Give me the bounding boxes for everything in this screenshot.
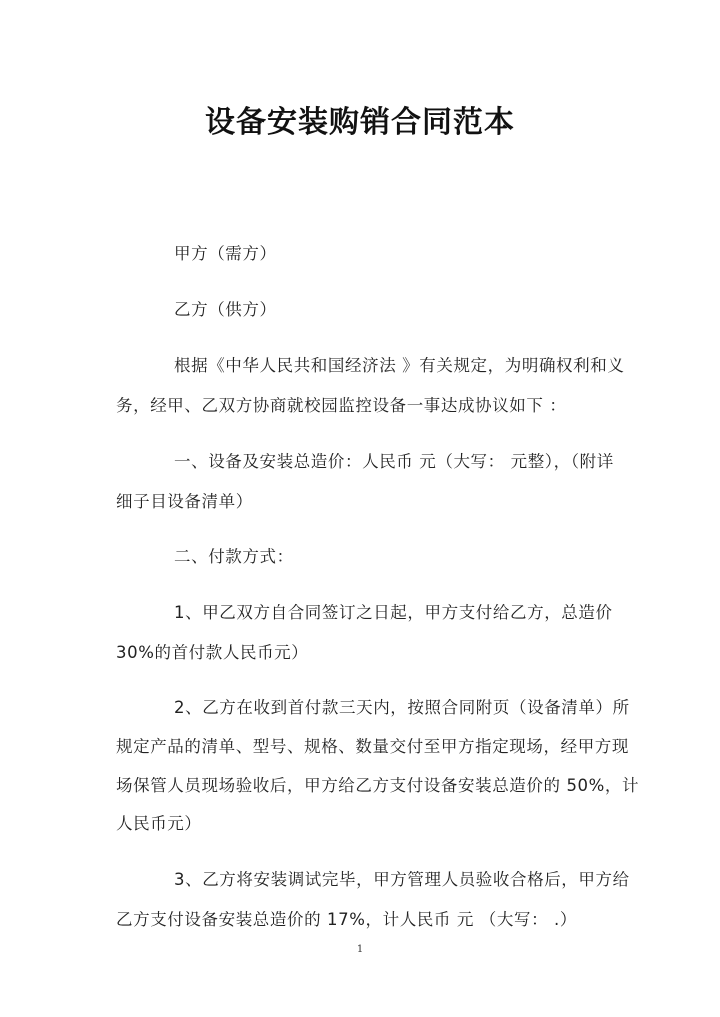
page-number: 1 [356, 944, 364, 955]
clause-3-line-2: 乙方支付设备安装总造价的 17%，计人民币 元 （大写： .） [116, 910, 577, 929]
clause-2-line-3: 场保管人员现场验收后，甲方给乙方支付设备安装总造价的 50%，计 [116, 776, 640, 795]
preamble-line-2: 务，经甲、乙双方协商就校园监控设备一事达成协议如下 ： [116, 396, 567, 415]
section-2-heading: 二、付款方式： [174, 547, 294, 566]
document-title: 设备安装购销合同范本 [205, 105, 515, 140]
party-a-label: 甲方（需方） [174, 244, 277, 263]
clause-3-line-1: 3、乙方将安装调试完毕，甲方管理人员验收合格后，甲方给 [174, 870, 630, 889]
section-1-line-1: 一、设备及安装总造价：人民币 元（大写： 元整），（附详 [174, 452, 614, 471]
clause-1-line-1: 1、甲乙双方自合同签订之日起，甲方支付给乙方，总造价 [174, 603, 613, 622]
clause-1-line-2: 30%的首付款人民币元） [116, 643, 309, 662]
clause-2-line-1: 2、乙方在收到首付款三天内，按照合同附页（设备清单）所 [174, 698, 630, 717]
preamble-line-1: 根据《中华人民共和国经济法 》有关规定，为明确权利和义 [174, 356, 625, 375]
clause-2-line-4: 人民币元） [116, 814, 202, 833]
clause-2-line-2: 规定产品的清单、型号、规格、数量交付至甲方指定现场，经甲方现 [116, 737, 629, 756]
party-b-label: 乙方（供方） [174, 300, 277, 319]
section-1-line-2: 细子目设备清单） [116, 492, 253, 511]
